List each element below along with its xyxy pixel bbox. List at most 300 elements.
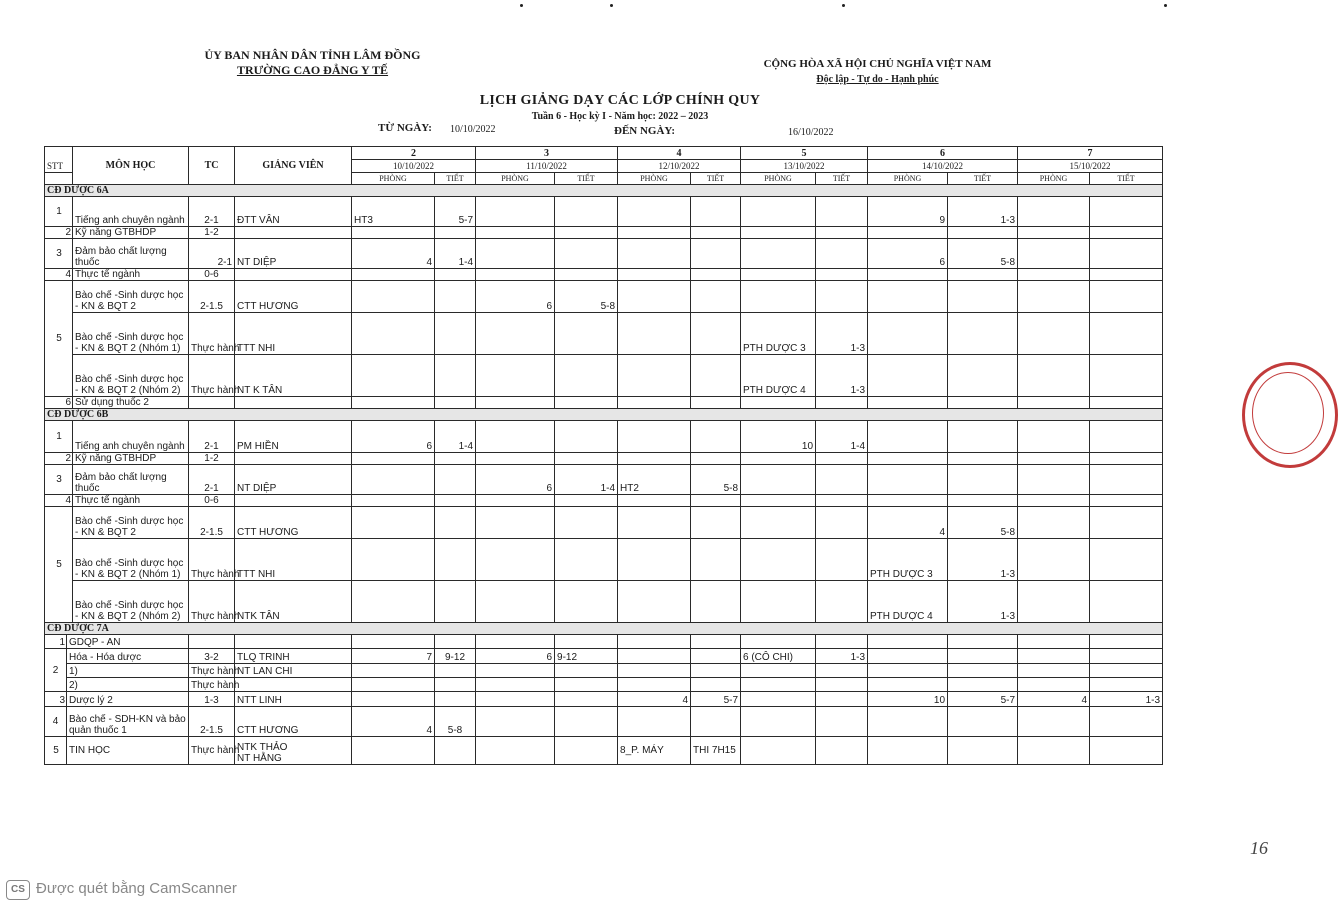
cell-tc: 1-3: [189, 692, 235, 707]
cell-tiet: [1090, 581, 1163, 623]
cell-phong: 4: [352, 239, 435, 269]
cell-tiet: [948, 495, 1018, 507]
cell-tiet: [555, 197, 618, 227]
cell-phong: [618, 649, 691, 664]
cell-phong: PTH DƯỢC 4: [741, 355, 816, 397]
cell-tiet: [948, 664, 1018, 678]
cell-tiet: [948, 227, 1018, 239]
cell-phong: [741, 664, 816, 678]
cell-tiet: 1-3: [816, 355, 868, 397]
cell-tiet: 1-4: [435, 239, 476, 269]
cell-mon-hoc: Đảm bảo chất lượng thuốc: [73, 465, 189, 495]
cell-stt: 5: [45, 281, 73, 397]
cell-tiet: [1090, 737, 1163, 765]
cell-tiet: 5-7: [435, 197, 476, 227]
cell-phong: 6 (CÔ CHI): [741, 649, 816, 664]
cell-tc: 1-2: [189, 227, 235, 239]
cell-phong: [352, 737, 435, 765]
header-school: TRƯỜNG CAO ĐẲNG Y TẾ: [236, 63, 389, 77]
cell-phong: [1018, 355, 1090, 397]
teacher-name: NTK THẢO: [237, 742, 288, 753]
cell-tiet: [691, 197, 741, 227]
scan-artifact-dots: [0, 4, 1280, 12]
cell-tiet: [948, 678, 1018, 692]
cell-tiet: [816, 539, 868, 581]
table-row: [45, 678, 1163, 692]
cell-giang-vien: CTT HƯƠNG: [235, 281, 352, 313]
cell-phong: 10: [868, 692, 948, 707]
cell-phong: [476, 678, 555, 692]
cell-stt: 3: [45, 239, 73, 269]
cell-tiet: [948, 269, 1018, 281]
cell-tiet: [435, 465, 476, 495]
cell-phong: [352, 678, 435, 692]
cell-tiet: [816, 635, 868, 649]
header-blank: [45, 173, 73, 185]
cell-phong: [868, 678, 948, 692]
table-row: [45, 664, 1163, 678]
cell-giang-vien: [235, 678, 352, 692]
cell-mon-hoc: Bào chế -Sinh dược học - KN & BQT 2 (Nhóm 2): [73, 355, 189, 397]
header-day-num: 6: [868, 147, 1018, 160]
cell-tiet: 5-8: [948, 507, 1018, 539]
header-tiet: TIẾT: [691, 173, 741, 185]
cell-tiet: [555, 453, 618, 465]
cell-tiet: 5-8: [948, 239, 1018, 269]
cell-phong: [352, 227, 435, 239]
cell-phong: PTH DƯỢC 3: [741, 313, 816, 355]
cell-tiet: [555, 313, 618, 355]
cell-phong: [352, 495, 435, 507]
cell-phong: [476, 227, 555, 239]
cell-phong: 4: [868, 507, 948, 539]
cell-tiet: [691, 397, 741, 409]
cell-tiet: [555, 539, 618, 581]
official-seal-inner-ring: [1252, 372, 1324, 454]
cell-phong: [1018, 397, 1090, 409]
cell-tiet: [435, 507, 476, 539]
cell-stt: 1: [45, 197, 73, 227]
cell-phong: [618, 227, 691, 239]
from-date-label: TỪ NGÀY:: [378, 122, 432, 134]
table-row: [45, 281, 1163, 313]
cell-tiet: [555, 737, 618, 765]
cell-tiet: [1090, 313, 1163, 355]
cell-phong: [476, 495, 555, 507]
cell-mon-hoc: Bào chế -Sinh dược học - KN & BQT 2: [73, 281, 189, 313]
cell-phong: [352, 539, 435, 581]
cell-tiet: [555, 421, 618, 453]
cell-tiet: [948, 421, 1018, 453]
cell-tiet: [555, 678, 618, 692]
cell-tiet: [435, 737, 476, 765]
header-tiet: TIẾT: [1090, 173, 1163, 185]
cell-phong: [1018, 649, 1090, 664]
cell-phong: [618, 678, 691, 692]
cell-tiet: [816, 269, 868, 281]
header-left: [180, 48, 445, 78]
header-phong: PHÒNG: [1018, 173, 1090, 185]
cell-phong: [741, 495, 816, 507]
header-tiet: TIẾT: [555, 173, 618, 185]
cell-phong: [1018, 197, 1090, 227]
cell-phong: [1018, 313, 1090, 355]
cell-tc: Thực hành: [189, 355, 235, 397]
cell-phong: [1018, 581, 1090, 623]
cell-giang-vien: TLQ TRINH: [235, 649, 352, 664]
camscanner-footer-text: Được quét bằng CamScanner: [36, 880, 237, 897]
header-stt: STT: [45, 147, 73, 173]
cell-tiet: [1090, 635, 1163, 649]
to-date-value: 16/10/2022: [788, 127, 834, 138]
header-day-num: 7: [1018, 147, 1163, 160]
cell-tiet: [948, 313, 1018, 355]
cell-tiet: [691, 227, 741, 239]
cell-phong: [868, 737, 948, 765]
cell-phong: [618, 507, 691, 539]
cell-tiet: [816, 465, 868, 495]
cell-phong: [868, 465, 948, 495]
cell-tiet: 9-12: [555, 649, 618, 664]
cell-phong: [618, 269, 691, 281]
cell-phong: [476, 421, 555, 453]
cell-giang-vien: NT K TÂN: [235, 355, 352, 397]
header-tiet: TIẾT: [816, 173, 868, 185]
cell-tiet: [691, 649, 741, 664]
cell-mon-hoc: Bào chế -Sinh dược học - KN & BQT 2 (Nhóm 2): [73, 581, 189, 623]
cell-phong: [618, 397, 691, 409]
cell-phong: PTH DƯỢC 3: [868, 539, 948, 581]
header-date: 12/10/2022: [618, 160, 741, 173]
cell-mon-hoc: Bào chế -Sinh dược học - KN & BQT 2 (Nhóm 1): [73, 313, 189, 355]
cell-tiet: [555, 507, 618, 539]
cell-phong: [868, 269, 948, 281]
cell-stt: 1: [45, 635, 67, 649]
header-date: 14/10/2022: [868, 160, 1018, 173]
cell-tiet: [816, 227, 868, 239]
cell-tiet: [691, 239, 741, 269]
cell-phong: 4: [352, 707, 435, 737]
cell-mon-hoc: GDQP - AN: [67, 635, 189, 649]
cell-tc: 3-2: [189, 649, 235, 664]
cell-tiet: [948, 453, 1018, 465]
cell-stt: 4: [45, 495, 73, 507]
cell-tiet: [435, 313, 476, 355]
cell-tiet: THI 7H15: [691, 737, 741, 765]
header-day-num: 4: [618, 147, 741, 160]
cell-phong: [618, 421, 691, 453]
cell-phong: [476, 269, 555, 281]
cell-phong: [868, 649, 948, 664]
to-date-label: ĐẾN NGÀY:: [614, 125, 676, 137]
cell-tiet: [555, 707, 618, 737]
cell-phong: [352, 635, 435, 649]
cell-tiet: [555, 397, 618, 409]
cell-giang-vien: CTT HƯƠNG: [235, 507, 352, 539]
cell-phong: [868, 281, 948, 313]
from-date-value: 10/10/2022: [450, 124, 496, 135]
cell-tiet: [948, 465, 1018, 495]
cell-tiet: [948, 397, 1018, 409]
cell-phong: [476, 313, 555, 355]
cell-phong: 8_P. MÁY: [618, 737, 691, 765]
cell-tiet: [816, 239, 868, 269]
cell-giang-vien: NTT LINH: [235, 692, 352, 707]
cell-mon-hoc: Tiếng anh chuyên ngành: [73, 197, 189, 227]
cell-phong: 6: [476, 649, 555, 664]
cell-phong: [476, 664, 555, 678]
page-number-mark: 16: [1250, 838, 1268, 858]
cell-phong: [352, 453, 435, 465]
cell-phong: [1018, 269, 1090, 281]
section-title: CĐ DƯỢC 6B: [45, 409, 1163, 421]
cell-tiet: [1090, 227, 1163, 239]
cell-giang-vien: [235, 635, 352, 649]
cell-tiet: [691, 539, 741, 581]
cell-tiet: [435, 692, 476, 707]
cell-tiet: [435, 227, 476, 239]
cell-phong: [1018, 453, 1090, 465]
header-date: 10/10/2022: [352, 160, 476, 173]
cell-phong: 6: [476, 465, 555, 495]
cell-phong: [1018, 465, 1090, 495]
table-row: [45, 507, 1163, 539]
cell-stt: 1: [45, 421, 73, 453]
table-row: [45, 197, 1163, 227]
cell-tc: 2-1.5: [189, 281, 235, 313]
cell-tiet: [691, 269, 741, 281]
cell-phong: [476, 239, 555, 269]
table-row: [45, 313, 1163, 355]
cell-phong: 6: [352, 421, 435, 453]
cell-giang-vien: [235, 397, 352, 409]
table-header-row: [45, 147, 1163, 160]
cell-phong: 7: [352, 649, 435, 664]
cell-stt: 2: [45, 649, 67, 692]
cell-tiet: [816, 692, 868, 707]
cell-mon-hoc: Đảm bảo chất lượng thuốc: [73, 239, 189, 269]
cell-tiet: [816, 507, 868, 539]
cell-phong: [618, 197, 691, 227]
header-org: ỦY BAN NHÂN DÂN TỈNH LÂM ĐỒNG: [204, 48, 421, 62]
header-tc: TC: [189, 147, 235, 185]
cell-phong: [476, 707, 555, 737]
table-row: [45, 539, 1163, 581]
table-row: [45, 453, 1163, 465]
header-date: 13/10/2022: [741, 160, 868, 173]
cell-stt: 2: [45, 453, 73, 465]
cell-tc: 2-1: [189, 239, 235, 269]
cell-tiet: [555, 227, 618, 239]
cell-tiet: [816, 197, 868, 227]
cell-tiet: [435, 355, 476, 397]
cell-tiet: [816, 678, 868, 692]
header-phong: PHÒNG: [476, 173, 555, 185]
header-date: 15/10/2022: [1018, 160, 1163, 173]
cell-tiet: [816, 397, 868, 409]
section-title: CĐ DƯỢC 7A: [45, 623, 1163, 635]
cell-stt: 5: [45, 737, 67, 765]
cell-giang-vien: NT DIỆP: [235, 465, 352, 495]
cell-phong: [476, 507, 555, 539]
cell-phong: [618, 239, 691, 269]
cell-phong: [741, 453, 816, 465]
cell-phong: [741, 707, 816, 737]
cell-phong: [476, 635, 555, 649]
cell-phong: [1018, 635, 1090, 649]
cell-giang-vien: [235, 495, 352, 507]
cell-tiet: [1090, 355, 1163, 397]
cell-tiet: [948, 737, 1018, 765]
document-subtitle: Tuần 6 - Học kỳ I - Năm học: 2022 – 2023: [531, 111, 709, 122]
cell-stt: 4: [45, 707, 67, 737]
cell-phong: [352, 313, 435, 355]
cell-phong: [741, 737, 816, 765]
cell-mon-hoc: Tiếng anh chuyên ngành: [73, 421, 189, 453]
cell-phong: [741, 197, 816, 227]
cell-stt: 3: [45, 692, 67, 707]
cell-tiet: 1-3: [1090, 692, 1163, 707]
cell-tc: Thực hành: [189, 737, 235, 765]
cell-phong: [741, 678, 816, 692]
cell-phong: [476, 355, 555, 397]
cell-mon-hoc: Bào chế - SDH-KN và bảo quản thuốc 1: [67, 707, 189, 737]
table-row: [45, 581, 1163, 623]
cell-phong: [476, 397, 555, 409]
cell-tiet: [1090, 197, 1163, 227]
cell-phong: [1018, 737, 1090, 765]
cell-phong: [352, 269, 435, 281]
cell-phong: [1018, 239, 1090, 269]
cell-tiet: [948, 281, 1018, 313]
cell-tc: Thực hành: [189, 678, 235, 692]
cell-tiet: [816, 281, 868, 313]
cell-tiet: [1090, 649, 1163, 664]
cell-giang-vien: ĐTT VÂN: [235, 197, 352, 227]
cell-giang-vien: PM HIỀN: [235, 421, 352, 453]
cell-phong: [1018, 507, 1090, 539]
cell-phong: [618, 539, 691, 581]
cell-phong: 6: [868, 239, 948, 269]
cell-phong: [618, 664, 691, 678]
cell-phong: [741, 239, 816, 269]
cell-tiet: [555, 355, 618, 397]
cell-mon-hoc: Kỹ năng GTBHDP: [73, 453, 189, 465]
cell-phong: [741, 539, 816, 581]
cell-phong: [476, 581, 555, 623]
cell-phong: [618, 581, 691, 623]
cell-tiet: 9-12: [435, 649, 476, 664]
cell-phong: [741, 635, 816, 649]
cell-phong: [1018, 539, 1090, 581]
cell-phong: 10: [741, 421, 816, 453]
cell-phong: [1018, 495, 1090, 507]
cell-phong: [1018, 227, 1090, 239]
table-row: [45, 692, 1163, 707]
cell-tiet: [1090, 664, 1163, 678]
cell-tiet: [691, 355, 741, 397]
cell-phong: 9: [868, 197, 948, 227]
cell-phong: [1018, 707, 1090, 737]
cell-mon-hoc: TIN HỌC: [67, 737, 189, 765]
cell-giang-vien: [235, 737, 352, 765]
table-row: [45, 355, 1163, 397]
cell-tiet: 1-3: [816, 649, 868, 664]
header-phong: PHÒNG: [618, 173, 691, 185]
camscanner-logo-icon: CS: [6, 880, 30, 900]
cell-tiet: [1090, 453, 1163, 465]
cell-tc: Thực hành: [189, 664, 235, 678]
cell-phong: [1018, 664, 1090, 678]
cell-phong: [352, 581, 435, 623]
cell-mon-hoc: Bào chế -Sinh dược học - KN & BQT 2: [73, 507, 189, 539]
cell-mon-hoc: Sử dụng thuốc 2: [73, 397, 189, 409]
cell-tiet: [1090, 707, 1163, 737]
cell-phong: [352, 397, 435, 409]
cell-phong: [476, 539, 555, 581]
section-title: CĐ DƯỢC 6A: [45, 185, 1163, 197]
cell-phong: HT2: [618, 465, 691, 495]
cell-tc: 2-1: [189, 197, 235, 227]
cell-tiet: 1-3: [816, 313, 868, 355]
cell-tiet: [691, 453, 741, 465]
cell-phong: [868, 355, 948, 397]
cell-tiet: [816, 453, 868, 465]
table-row: [45, 635, 1163, 649]
cell-tc: 0-6: [189, 269, 235, 281]
schedule-table: [44, 146, 1163, 765]
cell-phong: HT3: [352, 197, 435, 227]
cell-tiet: [1090, 507, 1163, 539]
cell-phong: [868, 397, 948, 409]
cell-tiet: 5-8: [691, 465, 741, 495]
cell-mon-hoc: Thực tế ngành: [73, 495, 189, 507]
cell-phong: [741, 692, 816, 707]
cell-phong: [741, 465, 816, 495]
header-phong: PHÒNG: [741, 173, 816, 185]
cell-phong: [1018, 678, 1090, 692]
cell-tiet: [691, 707, 741, 737]
header-day-num: 3: [476, 147, 618, 160]
cell-tiet: [1090, 539, 1163, 581]
cell-phong: [741, 397, 816, 409]
cell-phong: [352, 507, 435, 539]
cell-phong: [741, 281, 816, 313]
cell-tiet: [691, 507, 741, 539]
cell-tiet: 1-4: [555, 465, 618, 495]
cell-giang-vien: [235, 227, 352, 239]
cell-phong: [476, 197, 555, 227]
table-row: [45, 649, 1163, 664]
cell-phong: [868, 707, 948, 737]
cell-stt: 5: [45, 507, 73, 623]
cell-stt: 6: [45, 397, 73, 409]
header-motto: Độc lập - Tự do - Hạnh phúc: [816, 74, 939, 85]
cell-tiet: [948, 649, 1018, 664]
cell-phong: [352, 281, 435, 313]
cell-phong: [868, 421, 948, 453]
cell-mon-hoc: Bào chế -Sinh dược học - KN & BQT 2 (Nhóm 1): [73, 539, 189, 581]
document-title: LỊCH GIẢNG DẠY CÁC LỚP CHÍNH QUY: [479, 93, 761, 108]
cell-tiet: [691, 281, 741, 313]
cell-tc: Thực hành: [189, 581, 235, 623]
cell-mon-hoc: Thực tế ngành: [73, 269, 189, 281]
cell-tc: Thực hành: [189, 313, 235, 355]
cell-phong: [618, 495, 691, 507]
cell-tiet: [555, 581, 618, 623]
table-row: [45, 495, 1163, 507]
cell-tiet: [948, 635, 1018, 649]
